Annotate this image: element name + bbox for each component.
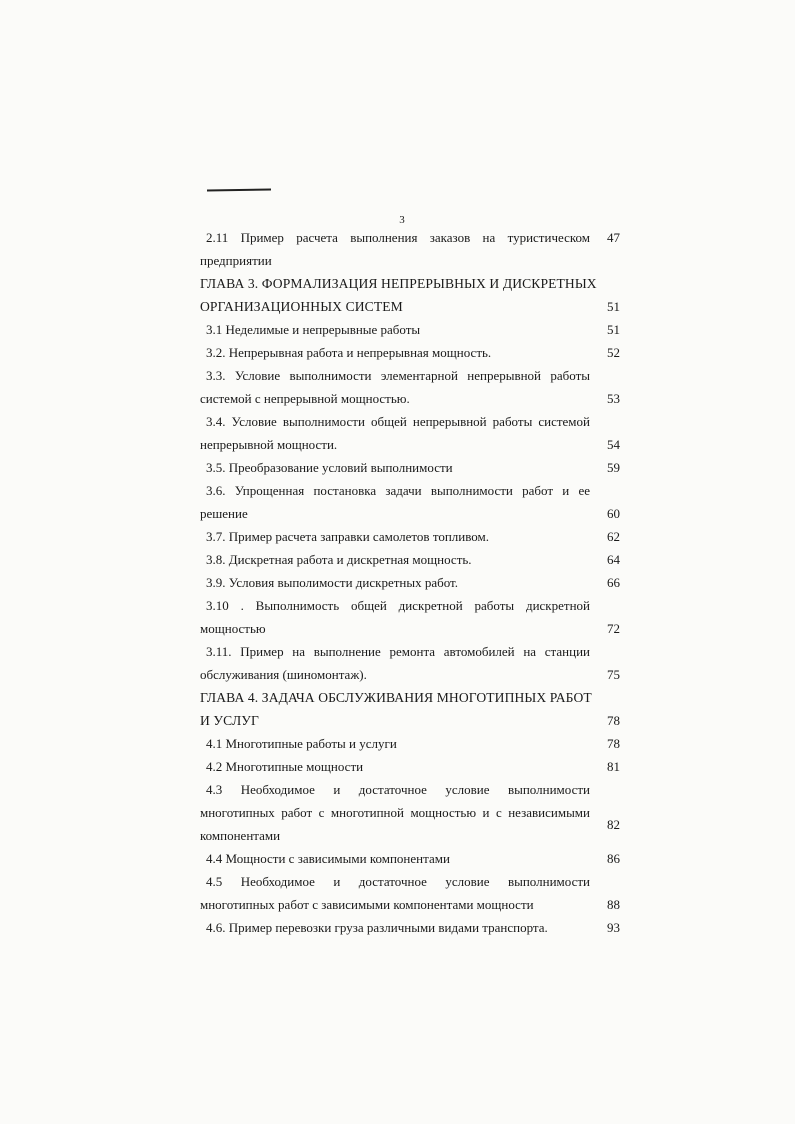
toc-entry-line bbox=[200, 433, 620, 456]
toc-entry-e-4-3[interactable] bbox=[200, 778, 620, 847]
toc-entry-e-3-10[interactable] bbox=[200, 594, 620, 640]
toc-entry-text: 3.5. Преобразование условий выполнимости bbox=[206, 460, 453, 475]
toc-page-number: 88 bbox=[607, 897, 620, 912]
toc-page-number: 72 bbox=[607, 621, 620, 636]
toc-entry-line bbox=[200, 617, 620, 640]
toc-entry-ch-4[interactable] bbox=[200, 686, 620, 732]
toc-entry-text: многотипных работ с многотипной мощностью и с независимыми bbox=[200, 805, 590, 820]
toc-entry-e-3-3[interactable] bbox=[200, 364, 620, 410]
toc-entry-text: ОРГАНИЗАЦИОННЫХ СИСТЕМ bbox=[200, 299, 403, 314]
toc-entry-text: компонентами bbox=[200, 828, 281, 843]
toc-entry-e-3-1[interactable] bbox=[200, 318, 620, 341]
toc-entry-text: многотипных работ с зависимыми компонентами мощности bbox=[200, 897, 534, 912]
toc-page-number: 86 bbox=[607, 851, 620, 866]
toc-entry-text: 3.6. Упрощенная постановка задачи выполнимости работ и ее bbox=[206, 483, 590, 498]
toc-entry-line bbox=[200, 916, 620, 939]
toc-entry-e-3-11[interactable] bbox=[200, 640, 620, 686]
toc-entry-text: ГЛАВА 4. ЗАДАЧА ОБСЛУЖИВАНИЯ МНОГОТИПНЫХ РАБОТ bbox=[200, 690, 592, 705]
toc-entry-text: 3.3. Условие выполнимости элементарной непрерывной работы bbox=[206, 368, 590, 383]
toc-entry-line bbox=[200, 594, 620, 617]
toc-entry-e-4-4[interactable] bbox=[200, 847, 620, 870]
toc-page-number: 82 bbox=[607, 816, 620, 832]
toc-entry-text: 4.4 Мощности с зависимыми компонентами bbox=[206, 851, 450, 866]
toc-entry-text: обслуживания (шиномонтаж). bbox=[200, 667, 367, 682]
toc-page-number: 51 bbox=[607, 299, 620, 314]
page-number: 3 bbox=[399, 214, 405, 226]
toc-page-number: 78 bbox=[607, 736, 620, 751]
toc-entry-line bbox=[200, 272, 620, 295]
toc-page-number: 78 bbox=[607, 713, 620, 728]
scan-mark bbox=[207, 188, 271, 191]
toc-entry-e-3-4[interactable] bbox=[200, 410, 620, 456]
toc-entry-e-3-9[interactable] bbox=[200, 571, 620, 594]
toc-entry-e-3-6[interactable] bbox=[200, 479, 620, 525]
toc-page-number: 75 bbox=[607, 667, 620, 682]
toc-entry-text: мощностью bbox=[200, 621, 266, 636]
toc-entry-e-3-2[interactable] bbox=[200, 341, 620, 364]
toc-entry-line bbox=[200, 502, 620, 525]
toc-entry-line bbox=[200, 341, 620, 364]
toc-entry-line bbox=[200, 249, 620, 272]
toc-entry-text: 4.2 Многотипные мощности bbox=[206, 759, 364, 774]
toc-entry-line bbox=[200, 479, 620, 502]
toc-page-number: 52 bbox=[607, 345, 620, 360]
toc-entry-line bbox=[200, 755, 620, 778]
toc-page-number: 47 bbox=[607, 230, 620, 245]
toc-entry-text: 4.3 Необходимое и достаточное условие выполнимости bbox=[206, 782, 590, 797]
toc-entry-line bbox=[200, 318, 620, 341]
toc-entry-e-4-2[interactable] bbox=[200, 755, 620, 778]
toc-entry-text: 4.6. Пример перевозки груза различными видами транспорта. bbox=[206, 920, 548, 935]
toc-entry-text: ГЛАВА 3. ФОРМАЛИЗАЦИЯ НЕПРЕРЫВНЫХ И ДИСКРЕТНЫХ bbox=[200, 276, 597, 291]
toc-entry-ch-3[interactable] bbox=[200, 272, 620, 318]
toc-page-number: 59 bbox=[607, 460, 620, 475]
toc-entry-e-4-5[interactable] bbox=[200, 870, 620, 916]
toc-entry-line bbox=[200, 893, 620, 916]
toc-entry-text: решение bbox=[200, 506, 248, 521]
toc-entry-text: системой с непрерывной мощностью. bbox=[200, 391, 410, 406]
toc-entry-line bbox=[200, 295, 620, 318]
toc-entry-line bbox=[200, 870, 620, 893]
table-of-contents bbox=[200, 226, 620, 939]
toc-entry-line bbox=[200, 778, 620, 801]
toc-page-number: 60 bbox=[607, 506, 620, 521]
toc-entry-e-3-8[interactable] bbox=[200, 548, 620, 571]
toc-page-number: 53 bbox=[607, 391, 620, 406]
toc-entry-text: 4.1 Многотипные работы и услуги bbox=[206, 736, 397, 751]
toc-page-number: 66 bbox=[607, 575, 620, 590]
toc-page-number: 64 bbox=[607, 552, 620, 567]
toc-entry-line bbox=[200, 686, 620, 709]
toc-entry-line bbox=[200, 847, 620, 870]
toc-entry-e-4-1[interactable] bbox=[200, 732, 620, 755]
toc-entry-line bbox=[200, 226, 620, 249]
toc-entry-text: И УСЛУГ bbox=[200, 713, 259, 728]
toc-entry-line bbox=[200, 410, 620, 433]
toc-entry-line bbox=[200, 364, 620, 387]
toc-entry-line bbox=[200, 387, 620, 410]
toc-entry-line bbox=[200, 732, 620, 755]
toc-entry-text: 2.11 Пример расчета выполнения заказов на туристическом bbox=[206, 230, 590, 245]
toc-entry-text: 3.10 . Выполнимость общей дискретной работы дискретной bbox=[206, 598, 590, 613]
toc-entry-line bbox=[200, 824, 620, 847]
toc-page-number: 51 bbox=[607, 322, 620, 337]
toc-entry-line bbox=[200, 571, 620, 594]
toc-entry-text: 3.2. Непрерывная работа и непрерывная мощность. bbox=[206, 345, 492, 360]
toc-entry-text: 3.9. Условия выполимости дискретных работ. bbox=[206, 575, 459, 590]
toc-entry-text: 3.11. Пример на выполнение ремонта автомобилей на станции bbox=[206, 644, 590, 659]
toc-entry-line bbox=[200, 456, 620, 479]
toc-entry-line bbox=[200, 709, 620, 732]
toc-page-number: 62 bbox=[607, 529, 620, 544]
toc-entry-text: предприятии bbox=[200, 253, 272, 268]
toc-entry-e-3-5[interactable] bbox=[200, 456, 620, 479]
toc-entry-text: 3.4. Условие выполнимости общей непрерывной работы системой bbox=[206, 414, 590, 429]
toc-entry-e-2-11[interactable] bbox=[200, 226, 620, 272]
toc-entry-line bbox=[200, 525, 620, 548]
toc-entry-line bbox=[200, 640, 620, 663]
toc-entry-line bbox=[200, 801, 620, 824]
toc-entry-e-3-7[interactable] bbox=[200, 525, 620, 548]
toc-entry-e-4-6[interactable] bbox=[200, 916, 620, 939]
toc-entry-text: 3.7. Пример расчета заправки самолетов топливом. bbox=[206, 529, 490, 544]
toc-entry-text: 3.1 Неделимые и непрерывные работы bbox=[206, 322, 421, 337]
toc-page-number: 54 bbox=[607, 437, 620, 452]
toc-entry-text: 3.8. Дискретная работа и дискретная мощность. bbox=[206, 552, 472, 567]
toc-entry-line bbox=[200, 548, 620, 571]
toc-entry-text: непрерывной мощности. bbox=[200, 437, 338, 452]
toc-page-number: 81 bbox=[607, 759, 620, 774]
toc-entry-text: 4.5 Необходимое и достаточное условие выполнимости bbox=[206, 874, 590, 889]
toc-entry-line bbox=[200, 663, 620, 686]
toc-page-number: 93 bbox=[607, 920, 620, 935]
